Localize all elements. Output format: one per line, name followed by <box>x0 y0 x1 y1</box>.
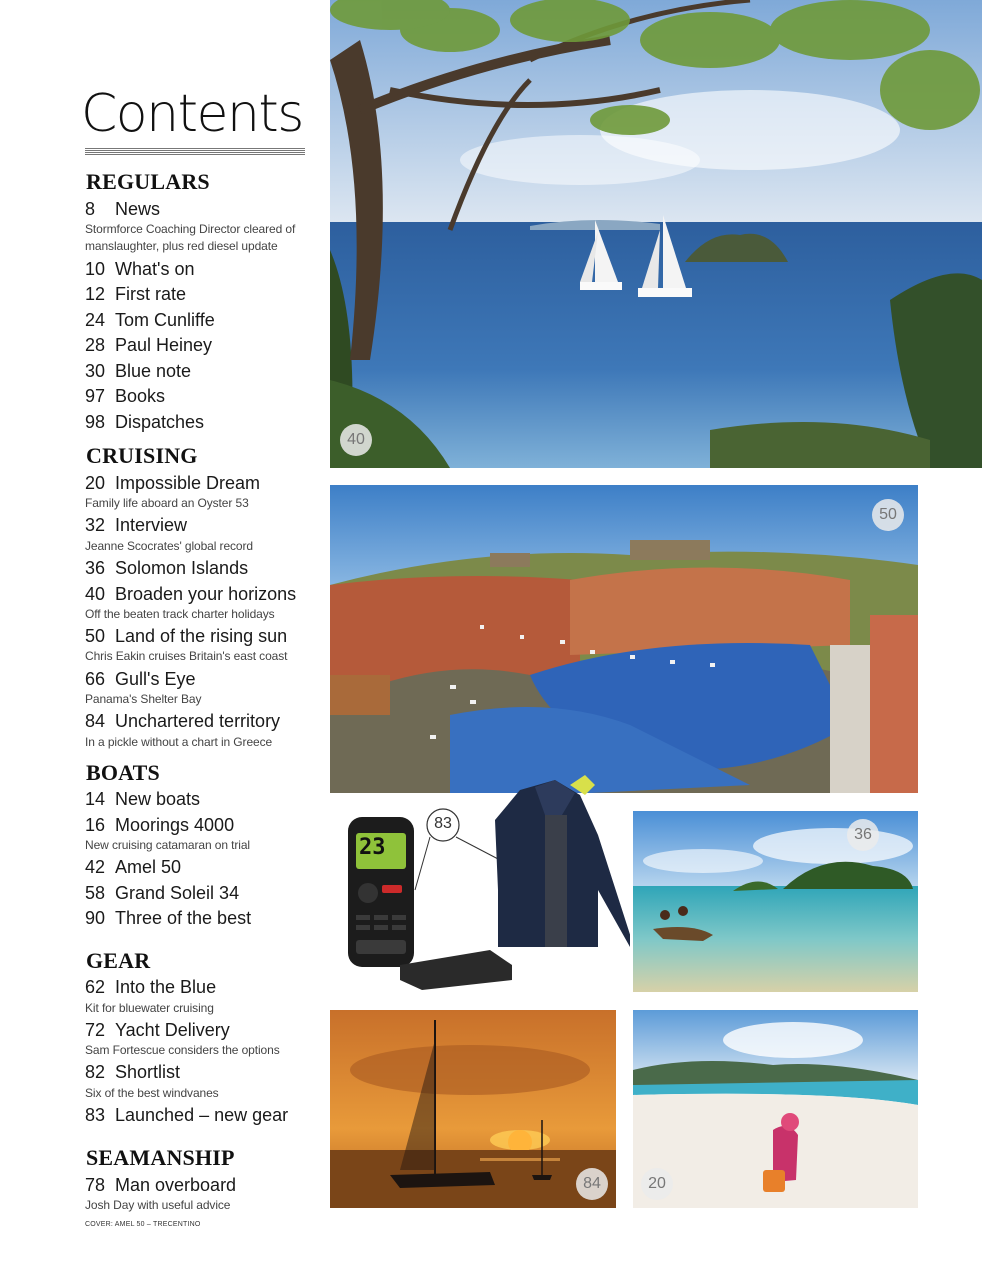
entry-broaden-horizons[interactable] <box>85 584 296 605</box>
cover-credit: COVER: AMEL 50 – TRECENTINO <box>85 1221 201 1228</box>
entry-number: 84 <box>85 711 106 731</box>
greece-bay-image <box>330 0 982 468</box>
entry-moorings-4000[interactable] <box>85 815 234 836</box>
entry-desc: Kit for bluewater cruising <box>85 1001 214 1015</box>
entry-title: New boats <box>115 789 201 809</box>
entry-number: 36 <box>85 558 106 578</box>
section-seamanship: SEAMANSHIP <box>86 1145 235 1170</box>
entry-title: Yacht Delivery <box>115 1020 230 1040</box>
entry-title: Grand Soleil 34 <box>115 883 240 903</box>
entry-number: 83 <box>85 1105 106 1125</box>
entry-desc: Chris Eakin cruises Britain's east coast <box>85 649 288 663</box>
photo-gear[interactable] <box>330 775 630 995</box>
entry-desc: Family life aboard an Oyster 53 <box>85 496 249 510</box>
entry-number: 32 <box>85 515 106 535</box>
entry-first-rate[interactable] <box>85 284 186 305</box>
entry-solomon-islands[interactable] <box>85 558 248 579</box>
entry-desc: In a pickle without a chart in Greece <box>85 735 273 749</box>
entry-number: 14 <box>85 789 106 809</box>
entry-desc: Panama's Shelter Bay <box>85 692 202 706</box>
entry-impossible-dream[interactable] <box>85 473 260 494</box>
entry-number: 20 <box>85 473 106 493</box>
entry-three-best[interactable] <box>85 908 251 929</box>
entry-desc: Off the beaten track charter holidays <box>85 607 275 621</box>
entry-gulls-eye[interactable] <box>85 669 195 690</box>
entry-number: 30 <box>85 361 106 381</box>
entry-grand-soleil[interactable] <box>85 883 239 904</box>
entry-desc: manslaughter, plus red diesel update <box>85 239 278 253</box>
whitby-harbour-image <box>330 485 918 793</box>
entry-number: 12 <box>85 284 106 304</box>
page-badge: 20 <box>641 1168 673 1200</box>
entry-number: 24 <box>85 310 106 330</box>
entry-title: Broaden your horizons <box>115 584 297 604</box>
photo-beach[interactable] <box>633 1010 918 1208</box>
entry-title: Interview <box>115 515 188 535</box>
entry-into-blue[interactable] <box>85 977 216 998</box>
sunset-image <box>330 1010 616 1208</box>
entry-number: 58 <box>85 883 106 903</box>
entry-amel-50[interactable] <box>85 857 181 878</box>
entry-blue-note[interactable] <box>85 361 191 382</box>
entry-title: Tom Cunliffe <box>115 310 215 330</box>
entry-yacht-delivery[interactable] <box>85 1020 230 1041</box>
entry-number: 66 <box>85 669 106 689</box>
section-cruising: CRUISING <box>86 443 198 468</box>
entry-title: Three of the best <box>115 908 252 928</box>
entry-new-boats[interactable] <box>85 789 200 810</box>
entry-man-overboard[interactable] <box>85 1175 236 1196</box>
entry-dispatches[interactable] <box>85 412 204 433</box>
page-badge: 36 <box>847 819 879 851</box>
photo-sunset[interactable] <box>330 1010 616 1208</box>
section-gear: GEAR <box>86 948 151 973</box>
entry-number: 10 <box>85 259 106 279</box>
entry-title: Launched – new gear <box>115 1105 289 1125</box>
entry-interview[interactable] <box>85 515 187 536</box>
entry-title: Gull's Eye <box>115 669 196 689</box>
entry-title: Dispatches <box>115 412 205 432</box>
entry-shortlist[interactable] <box>85 1062 180 1083</box>
entry-desc: Stormforce Coaching Director cleared of <box>85 222 296 236</box>
page-badge: 40 <box>340 424 372 456</box>
entry-paul-heiney[interactable] <box>85 335 212 356</box>
entry-unchartered[interactable] <box>85 711 280 732</box>
entry-title: Solomon Islands <box>115 558 249 578</box>
page-badge: 50 <box>872 499 904 531</box>
page-badge: 84 <box>576 1168 608 1200</box>
beach-image <box>633 1010 918 1208</box>
photo-greece-bay[interactable] <box>330 0 982 468</box>
entry-title: What's on <box>115 259 195 279</box>
entry-desc: New cruising catamaran on trial <box>85 838 250 852</box>
photo-solomon-islands[interactable] <box>633 811 918 992</box>
entry-title: Into the Blue <box>115 977 217 997</box>
entry-tom-cunliffe[interactable] <box>85 310 215 331</box>
entry-books[interactable] <box>85 386 165 407</box>
entry-desc: Jeanne Scocrates' global record <box>85 539 253 553</box>
entry-number: 28 <box>85 335 106 355</box>
entry-number: 72 <box>85 1020 106 1040</box>
entry-number: 50 <box>85 626 106 646</box>
entry-title: Man overboard <box>115 1175 237 1195</box>
entry-number: 8 <box>85 199 96 219</box>
page-title: Contents <box>81 84 303 144</box>
entry-number: 90 <box>85 908 106 928</box>
entry-number: 78 <box>85 1175 106 1195</box>
entry-title: Impossible Dream <box>115 473 261 493</box>
section-regulars: REGULARS <box>86 169 210 194</box>
entry-number: 62 <box>85 977 106 997</box>
entry-title: First rate <box>115 284 187 304</box>
entry-number: 16 <box>85 815 106 835</box>
gear-image <box>330 775 630 995</box>
section-boats: BOATS <box>86 760 160 785</box>
title-rule <box>85 148 305 156</box>
entry-number: 82 <box>85 1062 106 1082</box>
entry-title: Blue note <box>115 361 192 381</box>
entry-news[interactable] <box>85 199 160 220</box>
entry-title: Unchartered territory <box>115 711 281 731</box>
entry-number: 98 <box>85 412 106 432</box>
entry-title: Paul Heiney <box>115 335 213 355</box>
entry-number: 97 <box>85 386 106 406</box>
entry-number: 42 <box>85 857 106 877</box>
entry-title: Land of the rising sun <box>115 626 288 646</box>
entry-title: Shortlist <box>115 1062 181 1082</box>
entry-title: News <box>115 199 161 219</box>
entry-number: 40 <box>85 584 106 604</box>
entry-title: Moorings 4000 <box>115 815 235 835</box>
entry-launched[interactable] <box>85 1105 288 1126</box>
entry-desc: Josh Day with useful advice <box>85 1198 231 1212</box>
entry-whats-on[interactable] <box>85 259 194 280</box>
gear-callout-label: 83 <box>434 815 452 832</box>
entry-title: Amel 50 <box>115 857 182 877</box>
photo-whitby-harbour[interactable] <box>330 485 918 793</box>
entry-desc: Six of the best windvanes <box>85 1086 219 1100</box>
radio-display: 23 <box>359 835 386 860</box>
entry-desc: Sam Fortescue considers the options <box>85 1043 280 1057</box>
entry-rising-sun[interactable] <box>85 626 287 647</box>
entry-title: Books <box>115 386 166 406</box>
